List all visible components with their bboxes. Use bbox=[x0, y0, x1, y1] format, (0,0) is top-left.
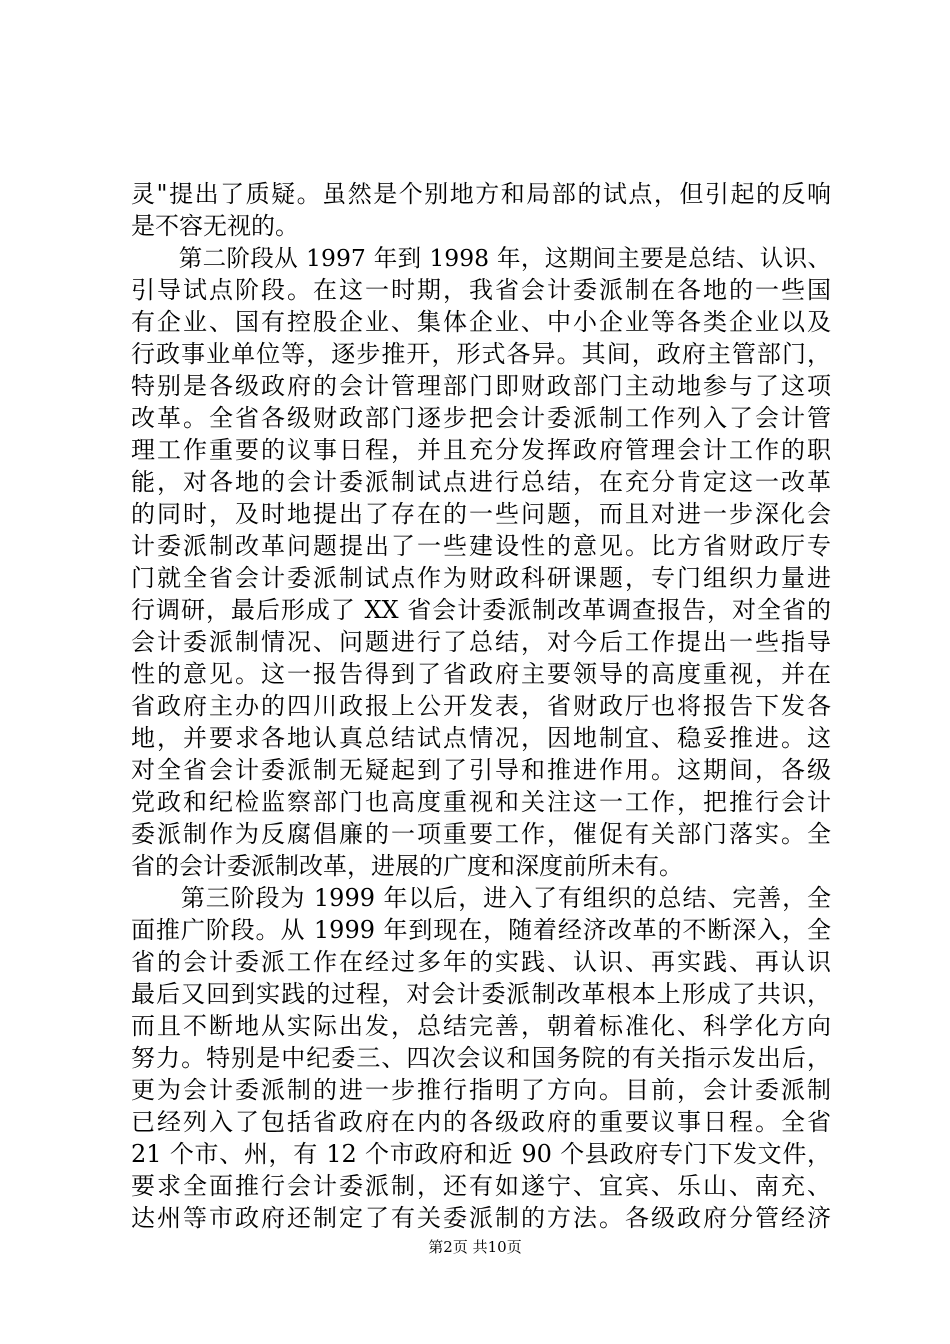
text-line: 省的会计委派制改革，进展的广度和深度前所未有。 bbox=[131, 852, 683, 880]
document-body bbox=[131, 178, 831, 1234]
text-line: 有企业、国有控股企业、集体企业、中小企业等各类企业以及 bbox=[131, 308, 831, 336]
text-line: 第三阶段为 1999 年以后，进入了有组织的总结、完善，全 bbox=[131, 884, 831, 912]
text-line: 引导试点阶段。在这一时期，我省会计委派制在各地的一些国 bbox=[131, 276, 831, 304]
text-line: 行政事业单位等，逐步推开，形式各异。其间，政府主管部门， bbox=[131, 340, 831, 368]
text-line: 已经列入了包括省政府在内的各级政府的重要议事日程。全省 bbox=[131, 1108, 831, 1136]
text-line: 性的意见。这一报告得到了省政府主要领导的高度重视，并在 bbox=[131, 660, 831, 688]
text-line: 面推广阶段。从 1999 年到现在，随着经济改革的不断深入，全 bbox=[131, 916, 831, 944]
text-line: 委派制作为反腐倡廉的一项重要工作，催促有关部门落实。全 bbox=[131, 820, 831, 848]
text-line: 党政和纪检监察部门也高度重视和关注这一工作，把推行会计 bbox=[131, 788, 831, 816]
text-line: 改革。全省各级财政部门逐步把会计委派制工作列入了会计管 bbox=[131, 404, 831, 432]
text-line: 更为会计委派制的进一步推行指明了方向。目前，会计委派制 bbox=[131, 1076, 831, 1104]
text-line: 计委派制改革问题提出了一些建设性的意见。比方省财政厅专 bbox=[131, 532, 831, 560]
text-line: 对全省会计委派制无疑起到了引导和推进作用。这期间，各级 bbox=[131, 756, 831, 784]
text-line: 行调研，最后形成了 XX 省会计委派制改革调查报告，对全省的 bbox=[131, 596, 831, 624]
text-line: 门就全省会计委派制试点作为财政科研课题，专门组织力量进 bbox=[131, 564, 831, 592]
text-line: 特别是各级政府的会计管理部门即财政部门主动地参与了这项 bbox=[131, 372, 831, 400]
text-line: 最后又回到实践的过程，对会计委派制改革根本上形成了共识， bbox=[131, 980, 831, 1008]
text-line: 第二阶段从 1997 年到 1998 年，这期间主要是总结、认识、 bbox=[131, 244, 831, 272]
text-line: 能，对各地的会计委派制试点进行总结，在充分肯定这一改革 bbox=[131, 468, 831, 496]
text-line: 省政府主办的四川政报上公开发表，省财政厅也将报告下发各 bbox=[131, 692, 831, 720]
text-line: 努力。特别是中纪委三、四次会议和国务院的有关指示发出后， bbox=[131, 1044, 831, 1072]
text-line: 的同时，及时地提出了存在的一些问题，而且对进一步深化会 bbox=[131, 500, 831, 528]
text-line: 地，并要求各地认真总结试点情况，因地制宜、稳妥推进。这 bbox=[131, 724, 831, 752]
text-line: 要求全面推行会计委派制，还有如遂宁、宜宾、乐山、南充、 bbox=[131, 1172, 831, 1200]
text-line: 是不容无视的。 bbox=[131, 212, 299, 240]
text-line: 省的会计委派工作在经过多年的实践、认识、再实践、再认识 bbox=[131, 948, 831, 976]
page-footer: 第2页 共10页 bbox=[428, 1238, 522, 1256]
text-line: 理工作重要的议事日程，并且充分发挥政府管理会计工作的职 bbox=[131, 436, 831, 464]
text-line: 21 个市、州，有 12 个市政府和近 90 个县政府专门下发文件， bbox=[131, 1140, 831, 1168]
text-line: 会计委派制情况、问题进行了总结，对今后工作提出一些指导 bbox=[131, 628, 831, 656]
text-line: 而且不断地从实际出发，总结完善，朝着标准化、科学化方向 bbox=[131, 1012, 831, 1040]
text-line: 达州等市政府还制定了有关委派制的方法。各级政府分管经济 bbox=[131, 1204, 831, 1232]
text-line: 灵"提出了质疑。虽然是个别地方和局部的试点，但引起的反响 bbox=[131, 180, 831, 208]
